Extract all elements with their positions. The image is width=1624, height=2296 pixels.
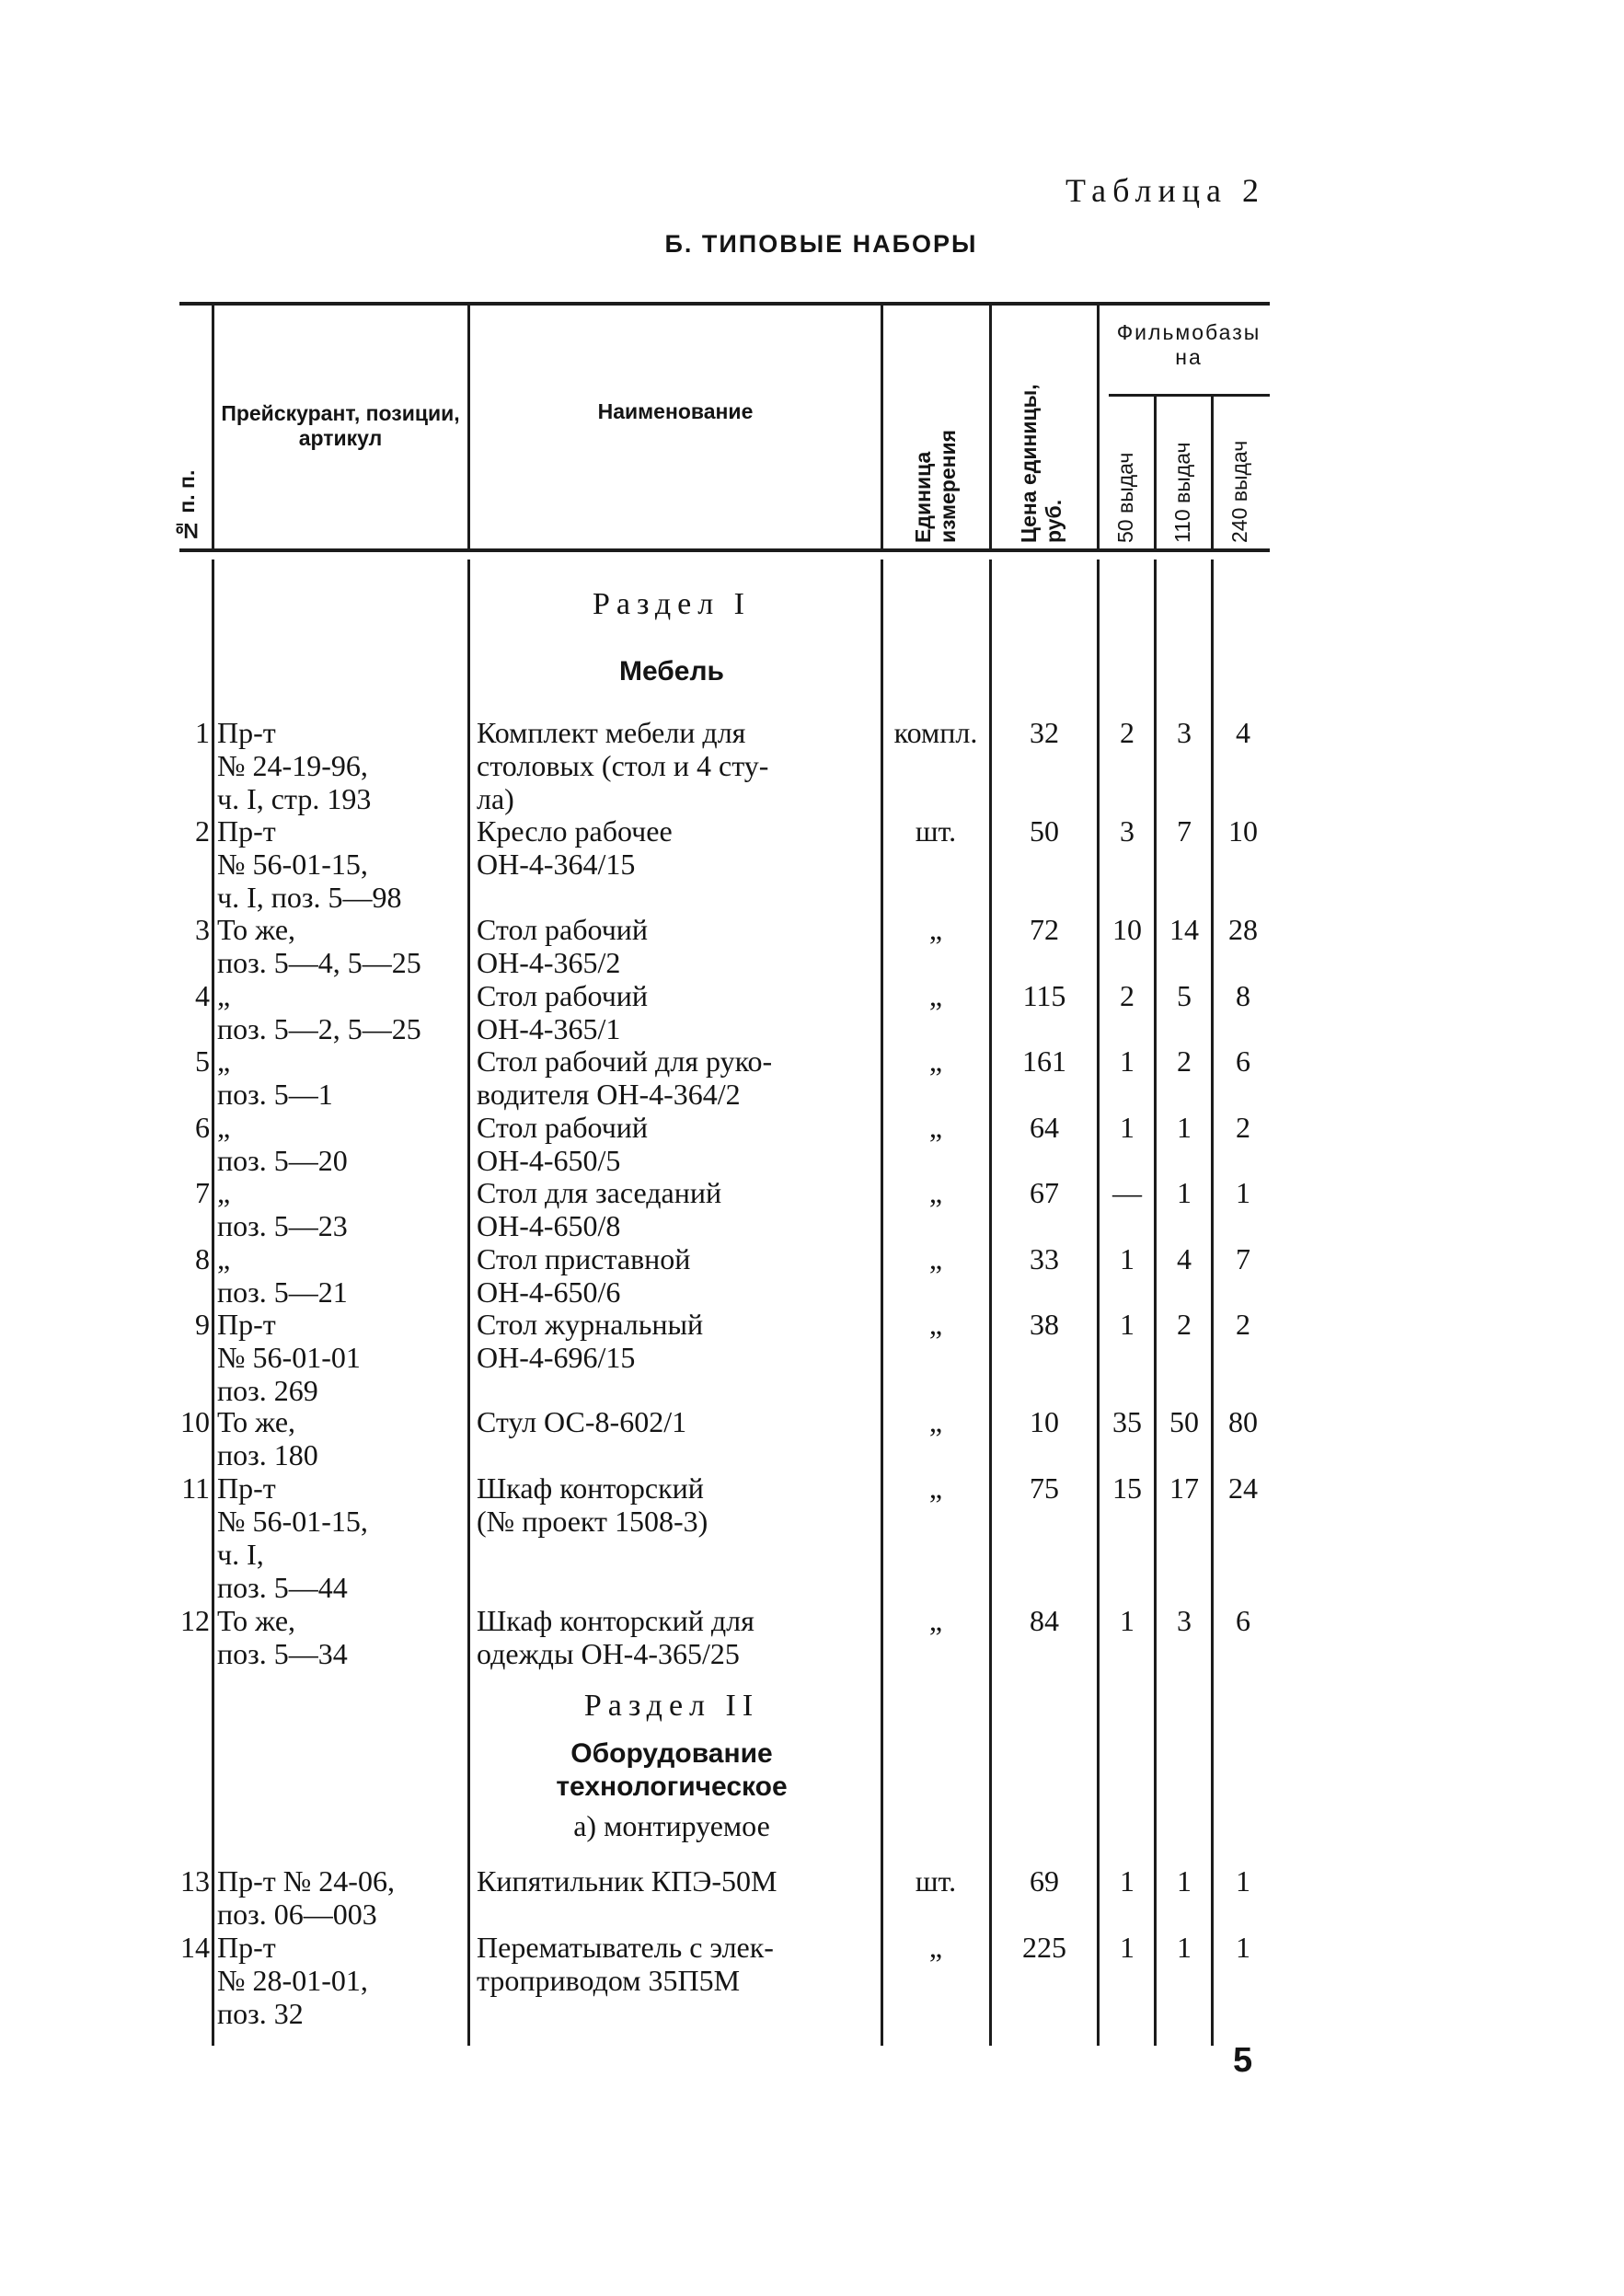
row-qty-240: 2 [1236,1308,1250,1341]
header-col-divider [989,306,992,548]
row-qty-240: 80 [1228,1405,1258,1438]
row-name: Стол рабочий для руко- водителя ОН-4-364/2 [477,1044,773,1111]
row-qty-110: 2 [1177,1308,1192,1341]
row-source: Пр-т № 56-01-01 поз. 269 [217,1308,361,1407]
section-1-label: Раздел I [593,587,751,621]
row-number: 7 [195,1176,210,1209]
section-2-subsubtitle: а) монтируемое [573,1809,770,1842]
header-q240: 240 выдач [1227,440,1251,543]
row-qty-110: 7 [1177,814,1192,848]
body-col-divider [989,560,992,2046]
row-unit: „ [928,1604,943,1637]
row-qty-50: 1 [1120,1864,1134,1898]
row-qty-50: 10 [1112,913,1142,946]
row-source: „ поз. 5—23 [217,1176,348,1242]
row-qty-50: 35 [1112,1405,1142,1438]
row-qty-50: 1 [1120,1931,1134,1964]
row-name: Стол рабочий ОН-4-365/1 [477,979,649,1045]
row-qty-240: 24 [1228,1471,1258,1505]
row-unit: „ [928,1471,943,1505]
header-source: Прейскурант, позиции, артикул [221,401,460,450]
row-qty-50: 1 [1120,1111,1134,1144]
row-number: 14 [180,1931,210,1964]
row-source: То же, поз. 5—4, 5—25 [217,913,421,979]
row-source: „ поз. 5—20 [217,1111,348,1177]
page-number: 5 [1233,2041,1253,2080]
row-qty-240: 1 [1236,1176,1250,1209]
header-col-divider [1097,306,1100,548]
row-qty-240: 1 [1236,1931,1250,1964]
row-qty-50: 1 [1120,1044,1134,1078]
row-source: Пр-т № 56-01-15, ч. I, поз. 5—98 [217,814,402,914]
row-unit: „ [928,1242,943,1275]
row-name: Стол журнальный ОН-4-696/15 [477,1308,704,1374]
row-qty-50: 3 [1120,814,1134,848]
body-col-divider [1097,560,1100,2046]
header-col-divider [212,306,214,548]
header-unit: Единица измерения [911,429,960,543]
row-qty-50: 1 [1120,1604,1134,1637]
row-number: 10 [180,1405,210,1438]
row-name: Шкаф конторский (№ проект 1508-3) [477,1471,708,1538]
row-number: 5 [195,1044,210,1078]
row-qty-240: 10 [1228,814,1258,848]
row-price: 38 [1030,1308,1059,1341]
section-2-subtitle: Оборудование технологическое [556,1738,788,1802]
row-unit: „ [928,1931,943,1964]
row-qty-50: 15 [1112,1471,1142,1505]
row-qty-240: 6 [1236,1604,1250,1637]
row-qty-240: 4 [1236,716,1250,749]
row-number: 3 [195,913,210,946]
header-bottom-rule [179,548,1270,552]
row-name: Кипятильник КПЭ-50М [477,1864,777,1898]
row-price: 50 [1030,814,1059,848]
row-qty-110: 1 [1177,1864,1192,1898]
header-col-divider [467,306,470,548]
row-unit: „ [928,1308,943,1341]
row-source: Пр-т № 56-01-15, ч. I, поз. 5—44 [217,1471,368,1604]
row-unit: „ [928,979,943,1012]
row-number: 11 [181,1471,210,1505]
row-name: Стол для заседаний ОН-4-650/8 [477,1176,722,1242]
row-source: „ поз. 5—21 [217,1242,348,1309]
row-qty-110: 4 [1177,1242,1192,1275]
row-qty-240: 2 [1236,1111,1250,1144]
row-price: 161 [1022,1044,1066,1078]
header-price: Цена единицы, руб. [1017,384,1065,543]
row-qty-50: — [1112,1176,1142,1209]
row-unit: „ [928,913,943,946]
row-price: 10 [1030,1405,1059,1438]
row-name: Стол рабочий ОН-4-650/5 [477,1111,649,1177]
row-name: Стол рабочий ОН-4-365/2 [477,913,649,979]
row-number: 4 [195,979,210,1012]
section-2-label: Раздел II [583,1689,760,1723]
row-price: 225 [1022,1931,1066,1964]
header-col-divider [1211,396,1214,548]
row-qty-110: 2 [1177,1044,1192,1078]
row-qty-110: 3 [1177,1604,1192,1637]
row-qty-110: 1 [1177,1931,1192,1964]
header-no: № п. п. [175,469,199,543]
row-price: 32 [1030,716,1059,749]
header-q110: 110 выдач [1170,442,1194,543]
row-source: „ поз. 5—2, 5—25 [217,979,421,1045]
row-qty-110: 50 [1169,1405,1199,1438]
row-price: 64 [1030,1111,1059,1144]
row-number: 8 [195,1242,210,1275]
row-source: „ поз. 5—1 [217,1044,333,1111]
row-name: Кресло рабочее ОН-4-364/15 [477,814,673,881]
row-unit: „ [928,1405,943,1438]
row-price: 33 [1030,1242,1059,1275]
row-price: 115 [1022,979,1066,1012]
row-price: 75 [1030,1471,1059,1505]
row-name: Комплект мебели для столовых (стол и 4 сту- ла) [477,716,769,815]
row-number: 12 [180,1604,210,1637]
header-col-divider [881,306,883,548]
row-qty-240: 7 [1236,1242,1250,1275]
row-number: 9 [195,1308,210,1341]
row-qty-110: 3 [1177,716,1192,749]
row-qty-240: 8 [1236,979,1250,1012]
row-qty-110: 1 [1177,1176,1192,1209]
row-unit: шт. [915,814,957,848]
row-qty-50: 1 [1120,1242,1134,1275]
row-price: 72 [1030,913,1059,946]
body-col-divider [1211,560,1214,2046]
row-unit: компл. [893,716,978,749]
row-qty-240: 6 [1236,1044,1250,1078]
table-caption: Таблица 2 [1065,172,1265,209]
row-name: Шкаф конторский для одежды ОН-4-365/25 [477,1604,754,1670]
row-number: 13 [180,1864,210,1898]
header-name: Наименование [597,399,754,423]
row-source: Пр-т № 24-06, поз. 06—003 [217,1864,395,1931]
row-unit: „ [928,1111,943,1144]
document-title: Б. ТИПОВЫЕ НАБОРЫ [664,230,978,258]
row-name: Стол приставной ОН-4-650/6 [477,1242,691,1309]
row-qty-240: 28 [1228,913,1258,946]
row-number: 6 [195,1111,210,1144]
row-name: Перематыватель с элек- троприводом 35П5М [477,1931,774,1997]
row-qty-110: 17 [1169,1471,1199,1505]
row-source: То же, поз. 180 [217,1405,318,1471]
row-source: Пр-т № 28-01-01, поз. 32 [217,1931,368,2030]
row-qty-50: 2 [1120,716,1134,749]
body-col-divider [1154,560,1157,2046]
row-price: 67 [1030,1176,1059,1209]
row-qty-50: 2 [1120,979,1134,1012]
row-unit: „ [928,1176,943,1209]
header-top-rule [179,302,1270,306]
header-group: Фильмобазы на [1116,320,1261,369]
header-col-divider [1154,396,1157,548]
header-group-rule [1109,394,1270,397]
row-number: 1 [195,716,210,749]
header-q50: 50 выдач [1113,452,1137,543]
row-unit: „ [928,1044,943,1078]
row-price: 84 [1030,1604,1059,1637]
row-qty-110: 1 [1177,1111,1192,1144]
row-name: Стул ОС-8-602/1 [477,1405,687,1438]
body-col-divider [881,560,883,2046]
row-qty-110: 5 [1177,979,1192,1012]
body-col-divider [212,560,214,2046]
row-qty-240: 1 [1236,1864,1250,1898]
row-qty-110: 14 [1169,913,1199,946]
section-1-subtitle: Мебель [619,656,724,686]
row-unit: шт. [915,1864,957,1898]
row-price: 69 [1030,1864,1059,1898]
row-source: Пр-т № 24-19-96, ч. I, стр. 193 [217,716,372,815]
row-source: То же, поз. 5—34 [217,1604,348,1670]
row-qty-50: 1 [1120,1308,1134,1341]
row-number: 2 [195,814,210,848]
